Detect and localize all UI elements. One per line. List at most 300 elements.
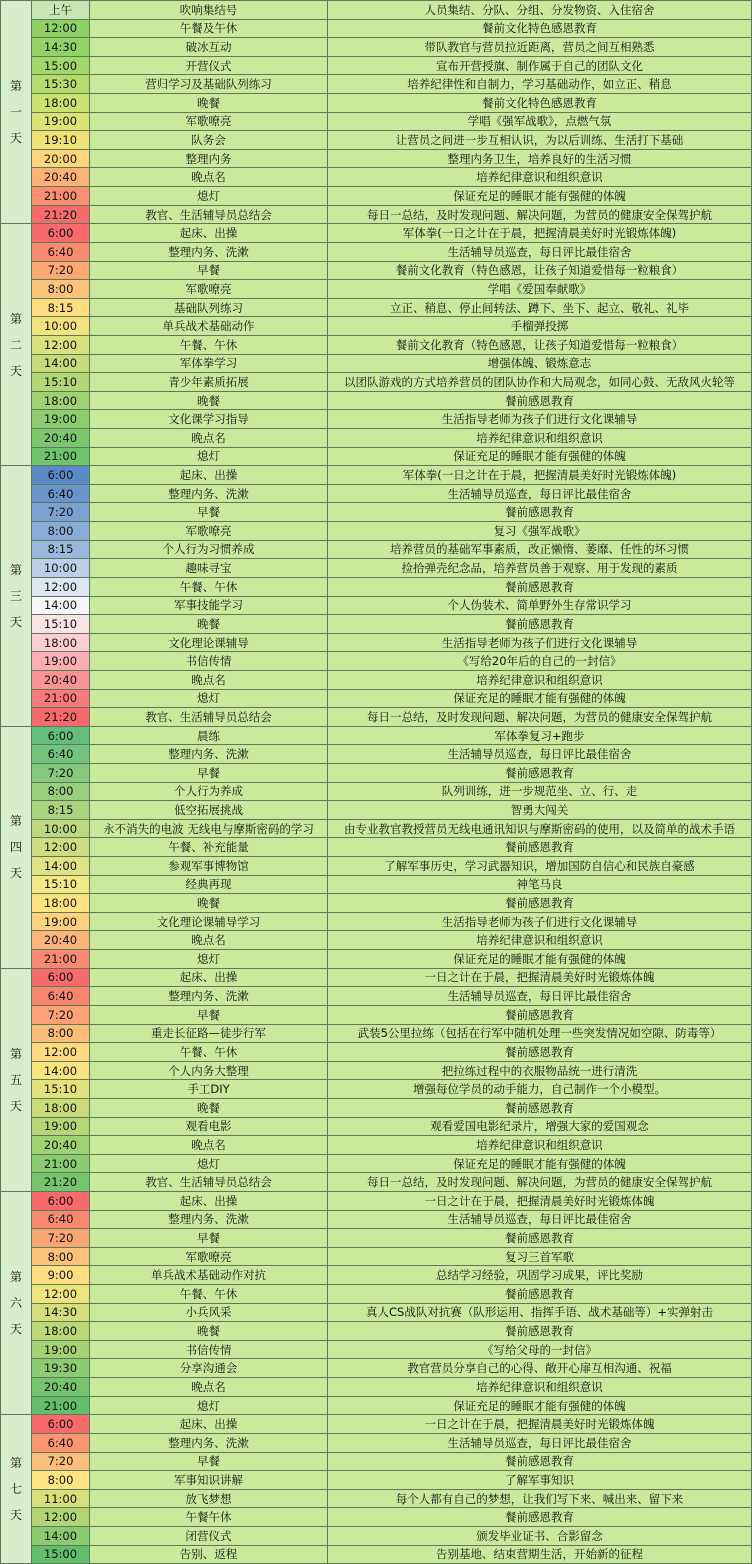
- activity-cell: 熄灯: [90, 1154, 328, 1173]
- activity-cell: 趣味寻宝: [90, 559, 328, 578]
- day-label-char: 天: [9, 1508, 22, 1523]
- description-cell: 手榴弹投掷: [328, 317, 752, 336]
- schedule-row: [1, 149, 752, 168]
- description-cell: 个人伪装术、简单野外生存常识学习: [328, 596, 752, 615]
- activity-cell: 军事技能学习: [90, 596, 328, 615]
- time-cell: 6:00: [32, 224, 90, 243]
- day-label-char: 五: [9, 1072, 22, 1087]
- description-cell: 餐前文化特色感恩教育: [328, 94, 752, 113]
- activity-cell: 军歌嘹亮: [90, 280, 328, 299]
- description-cell: 餐前感恩教育: [328, 615, 752, 634]
- time-cell: 14:30: [32, 38, 90, 57]
- description-cell: 立正、稍息、停止间转法、蹲下、坐下、起立、敬礼、礼毕: [328, 298, 752, 317]
- schedule-row: [1, 1396, 752, 1415]
- time-cell: 10:00: [32, 559, 90, 578]
- description-cell: 生活辅导员巡查，每日评比最佳宿舍: [328, 242, 752, 261]
- time-cell: 21:20: [32, 708, 90, 727]
- activity-cell: 永不消失的电波 无线电与摩斯密码的学习: [90, 819, 328, 838]
- schedule-row: [1, 577, 752, 596]
- activity-cell: 起床、出操: [90, 968, 328, 987]
- schedule-row: [1, 1005, 752, 1024]
- schedule-row: [1, 38, 752, 57]
- description-cell: 培养纪律性和自制力，学习基础动作，如立正、稍息: [328, 75, 752, 94]
- time-cell: 21:20: [32, 1173, 90, 1192]
- activity-cell: 个人内务大整理: [90, 1061, 328, 1080]
- schedule-row: [1, 1452, 752, 1471]
- activity-cell: 午餐、午休: [90, 1043, 328, 1062]
- activity-cell: 晚餐: [90, 615, 328, 634]
- time-cell: 20:40: [32, 670, 90, 689]
- time-cell: 21:20: [32, 205, 90, 224]
- time-cell: 18:00: [32, 391, 90, 410]
- activity-cell: 午餐午休: [90, 1508, 328, 1527]
- activity-cell: 晚点名: [90, 931, 328, 950]
- description-cell: 军体拳复习+跑步: [328, 726, 752, 745]
- activity-cell: 整理内务、洗漱: [90, 484, 328, 503]
- schedule-row: [1, 373, 752, 392]
- description-cell: 了解军事知识: [328, 1471, 752, 1490]
- activity-cell: 闭营仪式: [90, 1526, 328, 1545]
- time-cell: 12:00: [32, 19, 90, 38]
- activity-cell: 个人行为习惯养成: [90, 540, 328, 559]
- schedule-row: [1, 1285, 752, 1304]
- description-cell: 人员集结、分队、分组、分发物资、入住宿舍: [328, 1, 752, 20]
- schedule-row: [1, 242, 752, 261]
- time-cell: 7:20: [32, 261, 90, 280]
- time-cell: 8:00: [32, 782, 90, 801]
- schedule-row: [1, 652, 752, 671]
- day-label-char: 第: [9, 1046, 22, 1061]
- time-cell: 6:00: [32, 726, 90, 745]
- description-cell: 餐前文化特色感恩教育: [328, 19, 752, 38]
- time-cell: 12:00: [32, 838, 90, 857]
- day-label-char: 三: [9, 589, 22, 603]
- schedule-row: [1, 19, 752, 38]
- activity-cell: 破冰互动: [90, 38, 328, 57]
- schedule-row: [1, 1, 752, 20]
- activity-cell: 书信传情: [90, 652, 328, 671]
- description-cell: 队列训练，进一步规范坐、立、行、走: [328, 782, 752, 801]
- description-cell: 餐前感恩教育: [328, 838, 752, 857]
- activity-cell: 晚点名: [90, 168, 328, 187]
- time-cell: 6:40: [32, 484, 90, 503]
- schedule-body: [1, 1, 752, 1564]
- time-cell: 8:00: [32, 1471, 90, 1490]
- schedule-row: [1, 745, 752, 764]
- description-cell: 餐前感恩教育: [328, 763, 752, 782]
- description-cell: 保证充足的睡眠才能有强健的体魄: [328, 950, 752, 969]
- activity-cell: 书信传情: [90, 1340, 328, 1359]
- activity-cell: 起床、出操: [90, 224, 328, 243]
- time-cell: 7:20: [32, 503, 90, 522]
- description-cell: 增强每位学员的动手能力，自己制作一个小模型。: [328, 1080, 752, 1099]
- day-label-char: 天: [9, 615, 22, 629]
- schedule-row: [1, 280, 752, 299]
- time-cell: 6:00: [32, 1415, 90, 1434]
- description-cell: 生活辅导员巡查，每日评比最佳宿舍: [328, 1433, 752, 1452]
- schedule-row: [1, 894, 752, 913]
- description-cell: 一日之计在于晨，把握清晨美好时光锻炼体魄: [328, 968, 752, 987]
- activity-cell: 军体拳学习: [90, 354, 328, 373]
- activity-cell: 吹响集结号: [90, 1, 328, 20]
- schedule-row: [1, 168, 752, 187]
- activity-cell: 午餐、午休: [90, 335, 328, 354]
- time-cell: 12:00: [32, 577, 90, 596]
- activity-cell: 起床、出操: [90, 1415, 328, 1434]
- time-cell: 14:00: [32, 857, 90, 876]
- activity-cell: 军事知识讲解: [90, 1471, 328, 1490]
- day-label-char: 四: [9, 840, 22, 855]
- description-cell: 餐前感恩教育: [328, 577, 752, 596]
- time-cell: 10:00: [32, 819, 90, 838]
- description-cell: 餐前文化教育（特色感恩，让孩子知道爱惜每一粒粮食）: [328, 261, 752, 280]
- schedule-row: [1, 1192, 752, 1211]
- time-cell: 20:40: [32, 1136, 90, 1155]
- time-cell: 6:40: [32, 987, 90, 1006]
- schedule-row: [1, 94, 752, 113]
- description-cell: 培养纪律意识和组织意识: [328, 429, 752, 448]
- schedule-row: [1, 1266, 752, 1285]
- schedule-row: [1, 466, 752, 485]
- description-cell: 生活辅导员巡查，每日评比最佳宿舍: [328, 484, 752, 503]
- time-cell: 12:00: [32, 1508, 90, 1527]
- description-cell: 每日一总结，及时发现问题、解决问题，为营员的健康安全保驾护航: [328, 205, 752, 224]
- day-label-char: 第: [9, 79, 22, 94]
- time-cell: 19:00: [32, 410, 90, 429]
- day-label-char: 六: [9, 1296, 22, 1311]
- activity-cell: 手工DIY: [90, 1080, 328, 1099]
- activity-cell: 教官、生活辅导员总结会: [90, 708, 328, 727]
- schedule-row: [1, 1415, 752, 1434]
- schedule-row: [1, 857, 752, 876]
- description-cell: 保证充足的睡眠才能有强健的体魄: [328, 187, 752, 206]
- activity-cell: 早餐: [90, 1005, 328, 1024]
- description-cell: 生活辅导员巡查，每日评比最佳宿舍: [328, 745, 752, 764]
- description-cell: 餐前感恩教育: [328, 1005, 752, 1024]
- time-cell: 20:40: [32, 1378, 90, 1397]
- description-cell: 让营员之间进一步互相认识，为以后训练、生活打下基础: [328, 131, 752, 150]
- day-label-char: 第: [9, 1270, 22, 1285]
- time-cell: 6:40: [32, 242, 90, 261]
- day-label: [1, 224, 32, 466]
- schedule-row: [1, 1378, 752, 1397]
- day-label-char: 二: [9, 337, 22, 352]
- description-cell: 每日一总结，及时发现问题、解决问题，为营员的健康安全保驾护航: [328, 1173, 752, 1192]
- time-cell: 15:00: [32, 1545, 90, 1564]
- description-cell: 培养纪律意识和组织意识: [328, 1378, 752, 1397]
- schedule-row: [1, 1154, 752, 1173]
- schedule-row: [1, 596, 752, 615]
- schedule-row: [1, 689, 752, 708]
- time-cell: 15:10: [32, 615, 90, 634]
- activity-cell: 单兵战术基础动作对抗: [90, 1266, 328, 1285]
- description-cell: 生活指导老师为孩子们进行文化课辅导: [328, 633, 752, 652]
- day-label: [1, 726, 32, 968]
- schedule-row: [1, 224, 752, 243]
- activity-cell: 基础队列练习: [90, 298, 328, 317]
- time-cell: 11:00: [32, 1489, 90, 1508]
- time-cell: 15:10: [32, 875, 90, 894]
- activity-cell: 低空拓展挑战: [90, 801, 328, 820]
- description-cell: 真人CS战队对抗赛（队形运用、指挥手语、战术基础等）+实弹射击: [328, 1303, 752, 1322]
- activity-cell: 文化理论课辅导学习: [90, 912, 328, 931]
- schedule-row: [1, 56, 752, 75]
- time-cell: 8:00: [32, 280, 90, 299]
- schedule-row: [1, 1061, 752, 1080]
- activity-cell: 整理内务、洗漱: [90, 1210, 328, 1229]
- day-label-char: 天: [9, 1098, 22, 1113]
- description-cell: 一日之计在于晨，把握清晨美好时光锻炼体魄: [328, 1415, 752, 1434]
- activity-cell: 军歌嘹亮: [90, 1247, 328, 1266]
- schedule-row: [1, 1433, 752, 1452]
- schedule-row: [1, 1247, 752, 1266]
- schedule-row: [1, 484, 752, 503]
- day-label-char: 第: [9, 1456, 22, 1471]
- activity-cell: 晨练: [90, 726, 328, 745]
- schedule-row: [1, 633, 752, 652]
- activity-cell: 经典再现: [90, 875, 328, 894]
- activity-cell: 整理内务、洗漱: [90, 987, 328, 1006]
- schedule-row: [1, 1340, 752, 1359]
- activity-cell: 整理内务、洗漱: [90, 1433, 328, 1452]
- day-label: [1, 1415, 32, 1564]
- time-cell: 7:20: [32, 1229, 90, 1248]
- schedule-row: [1, 75, 752, 94]
- activity-cell: 晚点名: [90, 670, 328, 689]
- description-cell: 餐前文化教育（特色感恩，让孩子知道爱惜每一粒粮食）: [328, 335, 752, 354]
- description-cell: 整理内务卫生，培养良好的生活习惯: [328, 149, 752, 168]
- activity-cell: 起床、出操: [90, 466, 328, 485]
- activity-cell: 晚餐: [90, 94, 328, 113]
- time-cell: 19:00: [32, 652, 90, 671]
- activity-cell: 营归学习及基础队列练习: [90, 75, 328, 94]
- schedule-row: [1, 131, 752, 150]
- time-cell: 21:00: [32, 950, 90, 969]
- day-label-char: 天: [9, 363, 22, 378]
- activity-cell: 队务会: [90, 131, 328, 150]
- time-cell: 6:00: [32, 1192, 90, 1211]
- time-cell: 14:00: [32, 354, 90, 373]
- description-cell: 以团队游戏的方式培养营员的团队协作和大局观念，如同心鼓、无敌风火轮等: [328, 373, 752, 392]
- description-cell: 武装5公里拉练（包括在行军中随机处理一些突发情况如空隙、防毒等）: [328, 1024, 752, 1043]
- time-cell: 21:00: [32, 447, 90, 466]
- schedule-row: [1, 522, 752, 541]
- time-cell: 21:00: [32, 187, 90, 206]
- description-cell: 生活指导老师为孩子们进行文化课辅导: [328, 912, 752, 931]
- schedule-row: [1, 429, 752, 448]
- schedule-row: [1, 1322, 752, 1341]
- description-cell: 保证充足的睡眠才能有强健的体魄: [328, 1396, 752, 1415]
- description-cell: 餐前感恩教育: [328, 1229, 752, 1248]
- description-cell: 增强体魄、锻炼意志: [328, 354, 752, 373]
- schedule-row: [1, 615, 752, 634]
- schedule-row: [1, 1489, 752, 1508]
- description-cell: 由专业教官教授营员无线电通讯知识与摩斯密码的使用，以及简单的战术手语: [328, 819, 752, 838]
- schedule-row: [1, 391, 752, 410]
- time-cell: 15:10: [32, 1080, 90, 1099]
- schedule-row: [1, 335, 752, 354]
- description-cell: 培养纪律意识和组织意识: [328, 931, 752, 950]
- activity-cell: 熄灯: [90, 1396, 328, 1415]
- description-cell: 神笔马良: [328, 875, 752, 894]
- time-cell: 19:00: [32, 112, 90, 131]
- activity-cell: 单兵战术基础动作: [90, 317, 328, 336]
- time-cell: 19:30: [32, 1359, 90, 1378]
- schedule-row: [1, 670, 752, 689]
- schedule-row: [1, 987, 752, 1006]
- activity-cell: 观看电影: [90, 1117, 328, 1136]
- description-cell: 捡拾弹壳纪念品，培养营员善于观察、用于发现的素质: [328, 559, 752, 578]
- time-cell: 8:15: [32, 540, 90, 559]
- description-cell: 培养纪律意识和组织意识: [328, 670, 752, 689]
- description-cell: 保证充足的睡眠才能有强健的体魄: [328, 447, 752, 466]
- schedule-row: [1, 540, 752, 559]
- description-cell: 告别基地、结束营期生活，开始新的征程: [328, 1545, 752, 1564]
- time-cell: 6:40: [32, 1433, 90, 1452]
- activity-cell: 教官、生活辅导员总结会: [90, 1173, 328, 1192]
- time-cell: 19:00: [32, 912, 90, 931]
- schedule-row: [1, 819, 752, 838]
- time-cell: 18:00: [32, 1322, 90, 1341]
- time-cell: 6:00: [32, 968, 90, 987]
- description-cell: 每日一总结，及时发现问题、解决问题，为营员的健康安全保驾护航: [328, 708, 752, 727]
- day-label: [1, 1192, 32, 1415]
- activity-cell: 参观军事博物馆: [90, 857, 328, 876]
- schedule-row: [1, 1210, 752, 1229]
- schedule-row: [1, 1471, 752, 1490]
- description-cell: 餐前感恩教育: [328, 1098, 752, 1117]
- description-cell: 把拉练过程中的衣服物品统一进行清洗: [328, 1061, 752, 1080]
- description-cell: 餐前感恩教育: [328, 1508, 752, 1527]
- day-label-char: 第: [9, 814, 22, 829]
- time-cell: 18:00: [32, 633, 90, 652]
- description-cell: 《写给父母的一封信》: [328, 1340, 752, 1359]
- time-cell: 19:00: [32, 1340, 90, 1359]
- time-cell: 14:00: [32, 596, 90, 615]
- activity-cell: 晚餐: [90, 391, 328, 410]
- activity-cell: 早餐: [90, 261, 328, 280]
- time-cell: 上午: [32, 1, 90, 20]
- description-cell: 生活辅导员巡查，每日评比最佳宿舍: [328, 987, 752, 1006]
- time-cell: 21:00: [32, 1396, 90, 1415]
- day-label-char: 天: [9, 866, 22, 881]
- schedule-row: [1, 354, 752, 373]
- time-cell: 15:00: [32, 56, 90, 75]
- day-label-char: 第: [9, 563, 22, 577]
- schedule-row: [1, 317, 752, 336]
- activity-cell: 个人行为养成: [90, 782, 328, 801]
- time-cell: 6:40: [32, 1210, 90, 1229]
- description-cell: 了解军事历史，学习武器知识，增加国防自信心和民族自豪感: [328, 857, 752, 876]
- activity-cell: 晚餐: [90, 894, 328, 913]
- time-cell: 8:00: [32, 1247, 90, 1266]
- activity-cell: 青少年素质拓展: [90, 373, 328, 392]
- time-cell: 8:00: [32, 1024, 90, 1043]
- description-cell: 智勇大闯关: [328, 801, 752, 820]
- activity-cell: 整理内务、洗漱: [90, 242, 328, 261]
- activity-cell: 开营仪式: [90, 56, 328, 75]
- day-label: [1, 466, 32, 727]
- day-label-char: 七: [9, 1482, 22, 1497]
- time-cell: 7:20: [32, 1005, 90, 1024]
- description-cell: 餐前感恩教育: [328, 391, 752, 410]
- activity-cell: 军歌嘹亮: [90, 112, 328, 131]
- schedule-row: [1, 410, 752, 429]
- time-cell: 18:00: [32, 1098, 90, 1117]
- description-cell: 餐前感恩教育: [328, 503, 752, 522]
- activity-cell: 整理内务、洗漱: [90, 745, 328, 764]
- activity-cell: 熄灯: [90, 447, 328, 466]
- description-cell: 餐前感恩教育: [328, 1285, 752, 1304]
- time-cell: 18:00: [32, 94, 90, 113]
- description-cell: 颁发毕业证书、合影留念: [328, 1526, 752, 1545]
- activity-cell: 晚点名: [90, 429, 328, 448]
- activity-cell: 熄灯: [90, 689, 328, 708]
- time-cell: 18:00: [32, 894, 90, 913]
- activity-cell: 分享沟通会: [90, 1359, 328, 1378]
- description-cell: 一日之计在于晨，把握清晨美好时光锻炼体魄: [328, 1192, 752, 1211]
- schedule-row: [1, 1117, 752, 1136]
- activity-cell: 晚点名: [90, 1378, 328, 1397]
- schedule-row: [1, 447, 752, 466]
- activity-cell: 起床、出操: [90, 1192, 328, 1211]
- description-cell: 餐前感恩教育: [328, 1452, 752, 1471]
- activity-cell: 小兵风采: [90, 1303, 328, 1322]
- description-cell: 总结学习经验，巩固学习成果，评比奖励: [328, 1266, 752, 1285]
- description-cell: 每个人都有自己的梦想，让我们写下来、喊出来、留下来: [328, 1489, 752, 1508]
- time-cell: 14:00: [32, 1061, 90, 1080]
- description-cell: 学唱《强军战歌》，点燃气氛: [328, 112, 752, 131]
- activity-cell: 午餐及午休: [90, 19, 328, 38]
- schedule-row: [1, 931, 752, 950]
- schedule-row: [1, 801, 752, 820]
- schedule-row: [1, 1545, 752, 1564]
- time-cell: 7:20: [32, 1452, 90, 1471]
- day-label: [1, 968, 32, 1191]
- schedule-row: [1, 1359, 752, 1378]
- description-cell: 《写给20年后的自己的一封信》: [328, 652, 752, 671]
- activity-cell: 晚餐: [90, 1322, 328, 1341]
- activity-cell: 熄灯: [90, 950, 328, 969]
- schedule-row: [1, 1303, 752, 1322]
- time-cell: 20:40: [32, 429, 90, 448]
- day-label-char: 天: [9, 1322, 22, 1337]
- schedule-row: [1, 782, 752, 801]
- activity-cell: 教官、生活辅导员总结会: [90, 205, 328, 224]
- time-cell: 8:15: [32, 298, 90, 317]
- time-cell: 12:00: [32, 1043, 90, 1062]
- activity-cell: 午餐、午休: [90, 1285, 328, 1304]
- activity-cell: 熄灯: [90, 187, 328, 206]
- activity-cell: 放飞梦想: [90, 1489, 328, 1508]
- description-cell: 保证充足的睡眠才能有强健的体魄: [328, 689, 752, 708]
- time-cell: 12:00: [32, 335, 90, 354]
- description-cell: 军体拳(一日之计在于晨，把握清晨美好时光锻炼体魄): [328, 224, 752, 243]
- time-cell: 19:00: [32, 1117, 90, 1136]
- time-cell: 12:00: [32, 1285, 90, 1304]
- schedule-row: [1, 1080, 752, 1099]
- schedule-row: [1, 112, 752, 131]
- day-label: [1, 1, 32, 224]
- description-cell: 培养纪律意识和组织意识: [328, 168, 752, 187]
- time-cell: 14:00: [32, 1526, 90, 1545]
- description-cell: 教官营员分享自己的心得、敞开心扉互相沟通、祝福: [328, 1359, 752, 1378]
- description-cell: 宣布开营授旗、制作属于自己的团队文化: [328, 56, 752, 75]
- time-cell: 21:00: [32, 689, 90, 708]
- schedule-row: [1, 205, 752, 224]
- description-cell: 复习《强军战歌》: [328, 522, 752, 541]
- schedule-row: [1, 1173, 752, 1192]
